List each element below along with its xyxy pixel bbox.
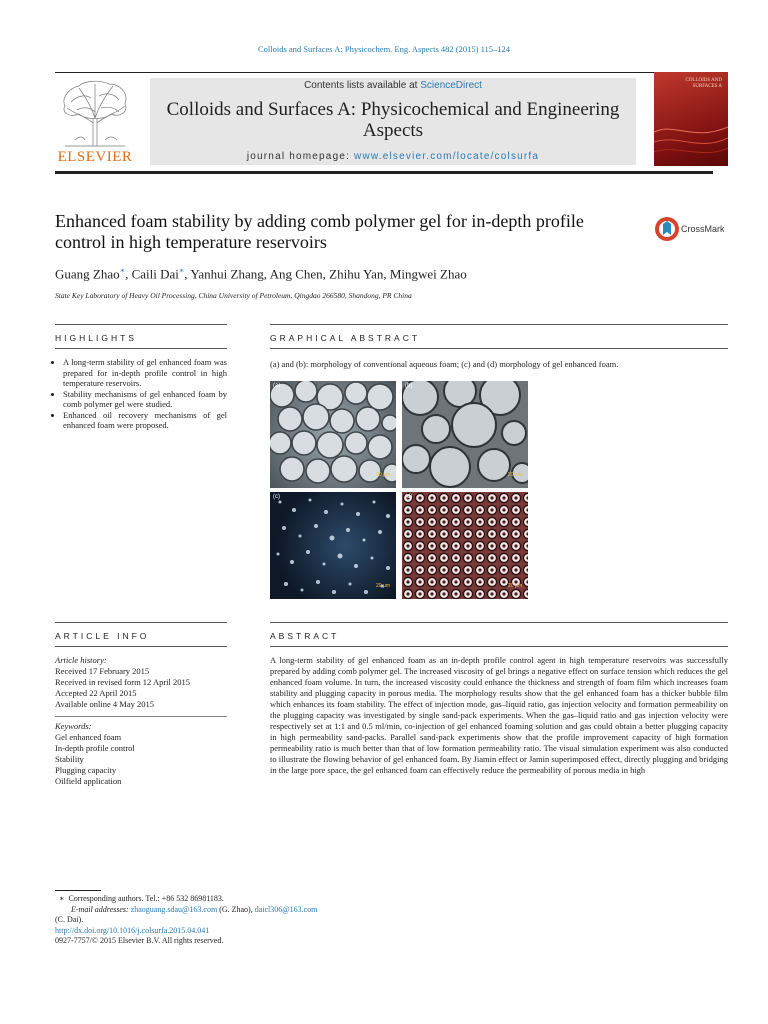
author-separator: , — [322, 266, 330, 282]
abstract-heading: ABSTRACT — [270, 631, 340, 641]
homepage-link[interactable]: www.elsevier.com/locate/colsurfa — [354, 151, 540, 162]
author-separator: , — [383, 266, 390, 282]
micrograph-a — [270, 381, 396, 488]
email-owner-zhao: (G. Zhao), — [217, 904, 255, 914]
history-item: Received in revised form 12 April 2015 — [55, 677, 191, 687]
author-name: Guang Zhao — [55, 266, 120, 282]
cover-pattern — [654, 72, 728, 166]
corresponding-author-mark[interactable]: ∗ — [178, 266, 185, 275]
corresponding-text: Corresponding authors. Tel.: +86 532 86981183. — [68, 894, 224, 903]
author-separator: , — [184, 266, 191, 282]
highlights-list — [55, 357, 227, 431]
history-item: Received 17 February 2015 — [55, 666, 150, 676]
abstract-text: A long-term stability of gel enhanced foam as an in-depth profile control agent in high temperature reservoirs was successfully prepared by adding comb polymer gel. The increased viscosity of gel brings a negative effect on surface tension which reduces the gel enhanced foam volume. In turn, the increased viscosity could enhance the thickness and strength of foam film which increases foam stability and plugging capacity in porous media. The morphology results show that the gel enhanced foam has a thicker bubble film which enhances its foam stability. The effect of injection mode, gas–liquid ratio, gas injection velocity and formation permeability on the plugging capacity was investigated by single sand-pack experiments. When the gas–liquid ratio and gas injection velocity were respectively set at 1:1 and 0.5 ml/min, co-injection of gel enhanced foaming solution and gas could obtain a better plugging capacity in high permeability sand-packs. Parallel sand-pack experiments show that the profile improvement capacity of high formation permeability ratio is much better than that of low formation permeability ratio. The visual simulation experiment was also conducted to illustrate the flowing behavior of gel enhanced foam. By Jiamin effect or Jamin superimposed effect, directly plugging and bridging in the large pore space, the gel enhanced foam can effectively reduce the permeability of porous media in high — [270, 655, 728, 775]
article-info-rule-2 — [55, 646, 227, 647]
doi-link[interactable]: http://dx.doi.org/10.1016/j.colsurfa.2015.04.041 — [55, 925, 210, 935]
crossmark-icon — [654, 215, 680, 243]
highlights-rule-2 — [55, 348, 227, 349]
panel-label: (b) — [405, 383, 413, 389]
footnotes — [55, 894, 475, 947]
author-name: Zhihu Yan — [329, 266, 384, 282]
micrograph-d — [402, 492, 528, 599]
author-list — [55, 266, 715, 282]
author-separator: , — [263, 266, 270, 282]
graphical-abstract-caption: (a) and (b): morphology of conventional aqueous foam; (c) and (d) morphology of gel enhanced foam. — [270, 359, 619, 369]
header-rule-top — [55, 72, 713, 73]
footnote-rule — [55, 890, 101, 891]
corresponding-note: ∗ Corresponding authors. Tel.: +86 532 86981183. — [55, 894, 224, 903]
crossmark-label: CrossMark — [681, 224, 725, 234]
scale-bar-label: 20 µm — [376, 472, 390, 478]
crossmark-badge[interactable] — [654, 215, 734, 243]
article-info-heading: ARTICLE INFO — [55, 631, 150, 641]
journal-homepage — [150, 151, 636, 162]
highlight-item: • Stability mechanisms of gel enhanced foam by comb polymer gel were studied. — [63, 389, 227, 410]
keyword-item: Gel enhanced foam — [55, 732, 122, 742]
keywords-label: Keywords: — [55, 721, 92, 731]
journal-title: Colloids and Surfaces A: Physicochemical and Engineering Aspects — [166, 99, 620, 141]
contents-prefix: Contents lists available at — [304, 80, 421, 91]
highlight-item: • Enhanced oil recovery mechanisms of gel enhanced foam were proposed. — [63, 410, 227, 431]
sciencedirect-link[interactable]: ScienceDirect — [420, 80, 482, 91]
graphical-abstract-rule-2 — [270, 348, 728, 349]
panel-label: (c) — [273, 494, 280, 500]
author-name: Caili Dai — [131, 266, 179, 282]
author-name: Ang Chen — [269, 266, 323, 282]
abstract-rule — [270, 622, 728, 623]
homepage-prefix: journal homepage: — [246, 151, 355, 162]
article-title: Enhanced foam stability by adding comb polymer gel for in-depth profile control in high temperature reservoirs — [55, 211, 584, 252]
history-item: Accepted 22 April 2015 — [55, 688, 137, 698]
email-link-dai[interactable]: daicl306@163.com — [254, 904, 318, 914]
email-label: E-mail addresses: — [71, 904, 131, 914]
elsevier-logo — [55, 78, 135, 166]
micrograph-c — [270, 492, 396, 599]
graphical-abstract-rule — [270, 324, 728, 325]
article-info — [55, 655, 227, 787]
author-name: Yanhui Zhang — [190, 266, 264, 282]
header-rule-bottom — [55, 171, 713, 174]
journal-citation[interactable]: Colloids and Surfaces A: Physicochem. Eng. Aspects 482 (2015) 115–124 — [257, 44, 511, 54]
history-item: Available online 4 May 2015 — [55, 699, 154, 709]
info-divider — [55, 716, 227, 717]
elsevier-tree-icon — [55, 78, 135, 148]
author-name: Mingwei Zhao — [389, 266, 467, 282]
publisher-name: ELSEVIER — [57, 149, 133, 165]
cover-title: COLLOIDS AND SURFACES A — [685, 78, 722, 89]
panel-label: (d) — [405, 494, 413, 500]
history-list — [55, 666, 227, 710]
author-separator: , — [125, 266, 132, 282]
keyword-item: Stability — [55, 754, 84, 764]
highlight-item: • A long-term stability of gel enhanced foam was prepared for in-depth profile control in high temperature reservoirs. — [63, 357, 227, 389]
history-label: Article history: — [55, 655, 107, 665]
article-info-rule — [55, 622, 227, 623]
abstract-rule-2 — [270, 646, 728, 647]
panel-label: (a) — [273, 383, 281, 389]
keyword-item: Plugging capacity — [55, 765, 117, 775]
email-owner-dai: (C. Dai). — [55, 915, 84, 924]
scale-bar-label: 20 µm — [508, 583, 522, 589]
micrograph-b — [402, 381, 528, 488]
highlights-heading: HIGHLIGHTS — [55, 333, 137, 343]
email-line — [55, 905, 475, 916]
corresponding-author-mark[interactable]: ∗ — [119, 266, 126, 275]
keyword-item: Oilfield application — [55, 776, 122, 786]
contents-line — [150, 80, 636, 91]
email-link-zhao[interactable]: zhaoguang.sdau@163.com — [130, 904, 218, 914]
graphical-abstract-heading: GRAPHICAL ABSTRACT — [270, 333, 421, 343]
scale-bar-label: 20 µm — [376, 583, 390, 589]
keyword-item: In-depth profile control — [55, 743, 135, 753]
journal-cover-image — [654, 72, 728, 166]
rights-line: 0927-7757/© 2015 Elsevier B.V. All rights reserved. — [55, 936, 224, 945]
highlights-rule — [55, 324, 227, 325]
scale-bar-label: 20 µm — [508, 472, 522, 478]
affiliation: State Key Laboratory of Heavy Oil Processing, China University of Petroleum, Qingdao 266580, Shandong, PR China — [55, 291, 412, 300]
keywords-list — [55, 732, 227, 787]
